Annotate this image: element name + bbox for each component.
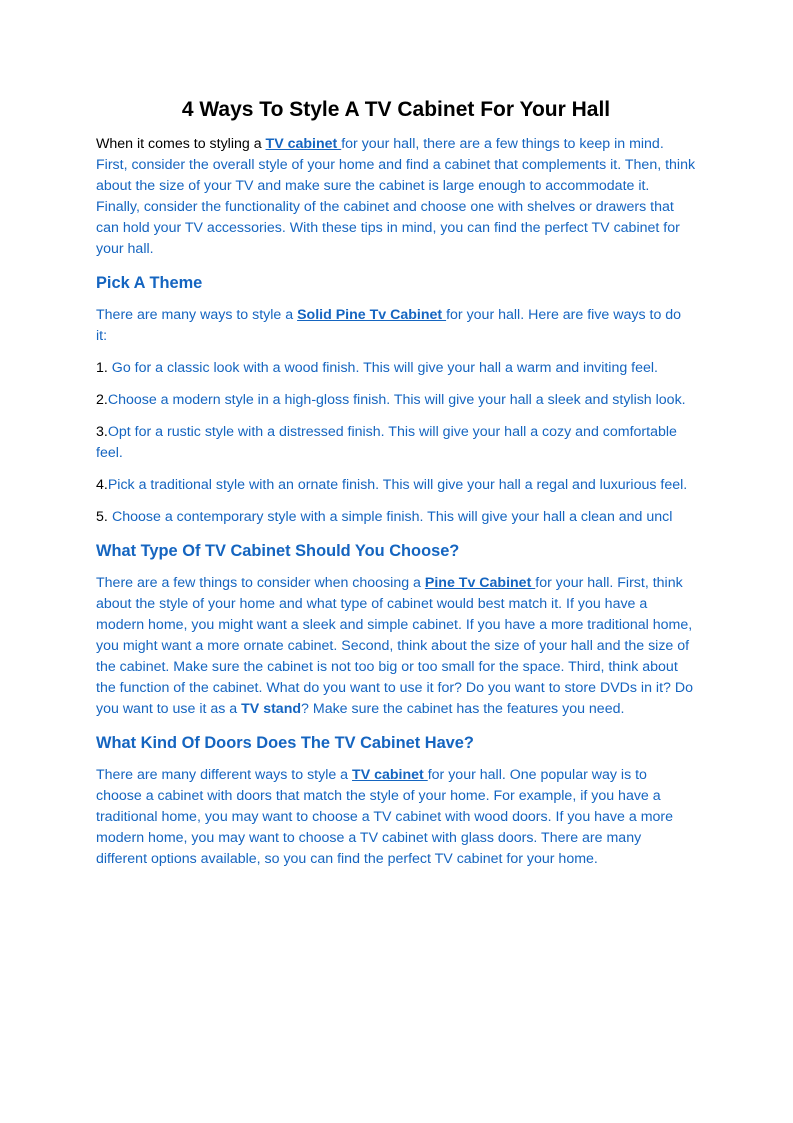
doors-rest: for your hall. One popular way is to choose a cabinet with doors that match the style of your home. For example, if you have a traditional home, you may want to choose a TV cabinet with wood doors. If you have a more modern home, you may want to choose a TV cabinet with glass doors. There are many different options available, so you can find the perfect TV cabinet for your home. <box>96 767 674 867</box>
document-page <box>96 96 696 881</box>
list-item <box>96 358 696 379</box>
intro-lead: When it comes to styling a <box>96 136 266 152</box>
doors-paragraph <box>96 765 696 870</box>
tv-stand-bold: TV stand <box>241 701 302 717</box>
list-item-number: 1. <box>96 360 112 376</box>
section-heading-pick-a-theme: Pick A Theme <box>96 274 203 292</box>
cabinet-type-paragraph <box>96 573 696 720</box>
cabinet-type-lead: There are a few things to consider when choosing a <box>96 575 425 591</box>
section-heading-cabinet-type: What Type Of TV Cabinet Should You Choose? <box>96 542 460 560</box>
solid-pine-tv-cabinet-link[interactable]: Solid Pine Tv Cabinet <box>297 307 447 323</box>
list-item-text: Pick a traditional style with an ornate finish. This will give your hall a regal and luxurious feel. <box>107 477 688 493</box>
theme-rest: for your hall. Here are five ways to do it: <box>96 307 682 344</box>
list-item-number: 3. <box>96 424 108 440</box>
theme-paragraph <box>96 305 696 347</box>
theme-lead: There are many ways to style a <box>96 307 298 323</box>
intro-rest: for your hall, there are a few things to keep in mind. First, consider the overall style of your home and find a cabinet that complements it. Then, think about the size of your TV and make sure the cabinet is large enough to accommodate it. Finally, consider the functionality of the cabinet and choose one with shelves or drawers that can hold your TV accessories. With these tips in mind, you can find the perfect TV cabinet for your hall. <box>96 136 696 257</box>
cabinet-type-mid: for your hall. First, think about the style of your home and what type of cabinet would best match it. If you have a modern home, you might want a sleek and simple cabinet. If you have a more traditional home, you might want a more ornate cabinet. Second, think about the size of your hall and the size of the cabinet. Make sure the cabinet is not too big or too small for the space. Third, think about the function of the cabinet. What do you want to use it for? Do you want to store DVDs in it? Do you want to use it as a <box>96 575 693 717</box>
page-title: 4 Ways To Style A TV Cabinet For Your Hall <box>181 98 611 121</box>
list-item-text: Choose a contemporary style with a simple finish. This will give your hall a clean and uncl <box>112 509 673 525</box>
doors-lead: There are many different ways to style a <box>96 767 353 783</box>
section-heading-doors: What Kind Of Doors Does The TV Cabinet Have? <box>96 734 474 752</box>
intro-paragraph <box>96 134 696 260</box>
pine-tv-cabinet-link[interactable]: Pine Tv Cabinet <box>424 575 536 591</box>
list-item-number: 4. <box>96 477 108 493</box>
list-item <box>96 390 696 411</box>
cabinet-type-rest: ? Make sure the cabinet has the features you need. <box>301 701 625 717</box>
tv-cabinet-link[interactable]: TV cabinet <box>265 136 342 152</box>
tv-cabinet-link-2[interactable]: TV cabinet <box>352 767 428 783</box>
list-item-number: 5. <box>96 509 108 525</box>
list-item-text: Go for a classic look with a wood finish. This will give your hall a warm and inviting feel. <box>111 360 658 376</box>
list-item <box>96 475 696 496</box>
list-item <box>96 422 696 464</box>
list-item-number: 2. <box>96 392 108 408</box>
list-item-text: Choose a modern style in a high-gloss finish. This will give your hall a sleek and stylish look. <box>107 392 686 408</box>
list-item-text: Opt for a rustic style with a distressed finish. This will give your hall a cozy and comfortable feel. <box>96 424 677 461</box>
list-item <box>96 507 696 528</box>
